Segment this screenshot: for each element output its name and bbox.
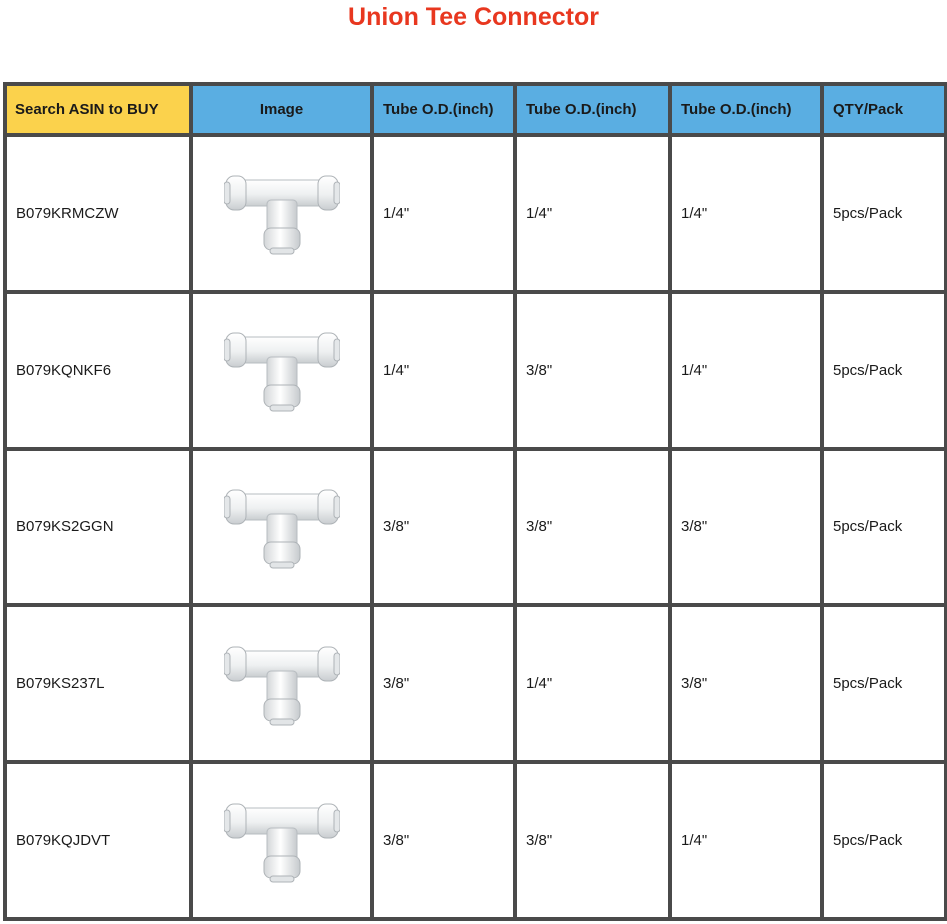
- od3-cell: 3/8": [670, 605, 822, 762]
- image-cell: [191, 762, 372, 919]
- header-qty: QTY/Pack: [822, 84, 946, 135]
- image-cell: [191, 449, 372, 606]
- asin-cell[interactable]: B079KQNKF6: [5, 292, 191, 449]
- asin-cell[interactable]: B079KS237L: [5, 605, 191, 762]
- od3-cell: 1/4": [670, 292, 822, 449]
- od3-cell: 1/4": [670, 135, 822, 292]
- table-row: [5, 605, 946, 762]
- qty-cell: 5pcs/Pack: [822, 762, 946, 919]
- qty-cell: 5pcs/Pack: [822, 605, 946, 762]
- asin-cell[interactable]: B079KQJDVT: [5, 762, 191, 919]
- header-image: Image: [191, 84, 372, 135]
- union-tee-icon: [224, 484, 340, 570]
- connector-spec-table: [3, 82, 947, 921]
- header-od-1: Tube O.D.(inch): [372, 84, 515, 135]
- table-row: [5, 449, 946, 606]
- header-od-3: Tube O.D.(inch): [670, 84, 822, 135]
- table-header-row: [5, 84, 946, 135]
- od1-cell: 3/8": [372, 605, 515, 762]
- od1-cell: 3/8": [372, 762, 515, 919]
- image-cell: [191, 605, 372, 762]
- union-tee-icon: [224, 170, 340, 256]
- od2-cell: 3/8": [515, 762, 670, 919]
- od2-cell: 3/8": [515, 449, 670, 606]
- asin-cell[interactable]: B079KS2GGN: [5, 449, 191, 606]
- image-cell: [191, 292, 372, 449]
- header-asin: Search ASIN to BUY: [5, 84, 191, 135]
- od1-cell: 1/4": [372, 292, 515, 449]
- image-cell: [191, 135, 372, 292]
- page-title: Union Tee Connector: [348, 3, 599, 31]
- od1-cell: 3/8": [372, 449, 515, 606]
- od3-cell: 1/4": [670, 762, 822, 919]
- table-row: [5, 762, 946, 919]
- union-tee-icon: [224, 327, 340, 413]
- qty-cell: 5pcs/Pack: [822, 135, 946, 292]
- qty-cell: 5pcs/Pack: [822, 449, 946, 606]
- od2-cell: 1/4": [515, 605, 670, 762]
- header-od-2: Tube O.D.(inch): [515, 84, 670, 135]
- table-row: [5, 292, 946, 449]
- asin-cell[interactable]: B079KRMCZW: [5, 135, 191, 292]
- od1-cell: 1/4": [372, 135, 515, 292]
- od2-cell: 3/8": [515, 292, 670, 449]
- union-tee-icon: [224, 798, 340, 884]
- od2-cell: 1/4": [515, 135, 670, 292]
- od3-cell: 3/8": [670, 449, 822, 606]
- table-row: [5, 135, 946, 292]
- qty-cell: 5pcs/Pack: [822, 292, 946, 449]
- union-tee-icon: [224, 641, 340, 727]
